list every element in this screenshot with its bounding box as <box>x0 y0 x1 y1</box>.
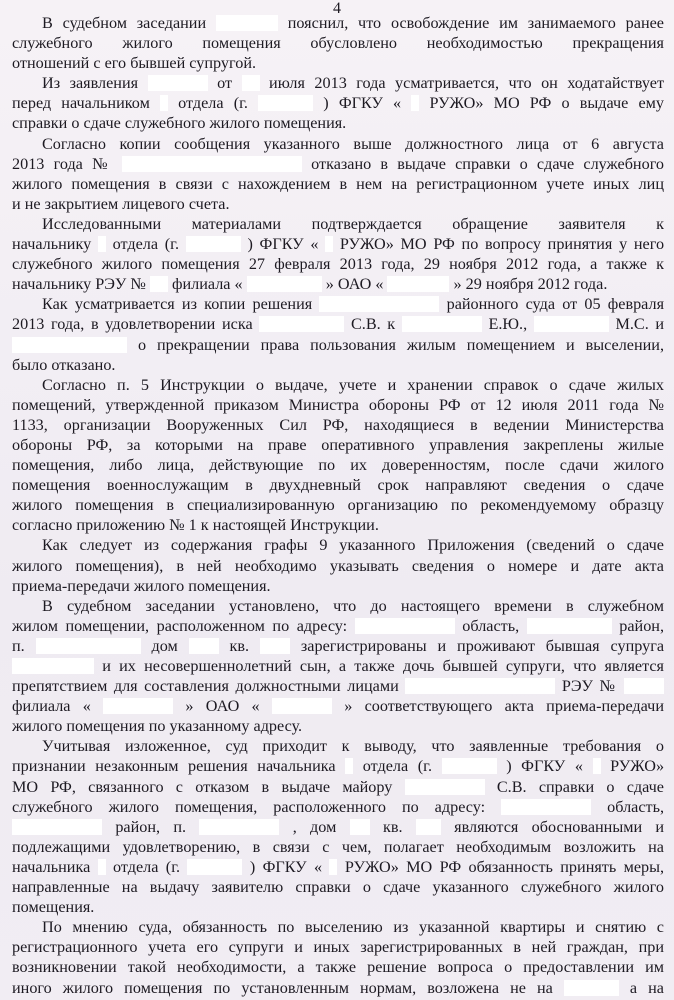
text-line <box>12 53 664 73</box>
text-segment: Как усматривается из копии решения <box>42 295 313 314</box>
text-segment: жилого помещения в специализированную организацию по рекомендуемому образцу <box>12 496 664 515</box>
text-segment: ) ФГКУ « <box>506 757 583 776</box>
text-segment: По мнению суда, обязанность по выселению из указанной квартиры и снятию с <box>42 918 664 937</box>
text-line <box>12 777 664 797</box>
text-line <box>12 194 664 214</box>
text-segment: служебного жилого помещения обусловлено необходимостью прекращения <box>12 34 664 53</box>
text-segment: начальника <box>12 857 91 876</box>
redaction-blank <box>272 698 332 714</box>
text-line <box>12 214 664 234</box>
text-segment: признании незаконным решения начальника <box>12 757 336 776</box>
text-segment: пояснил, что освобождение им занимаемого ранее <box>287 14 664 32</box>
text-segment: препятствием для составления должностными лицами <box>12 677 399 696</box>
redaction-blank <box>189 638 219 654</box>
text-line <box>12 13 664 33</box>
page-number: 4 <box>333 0 341 17</box>
text-line <box>12 596 664 616</box>
text-segment: жилого помещения по указанному адресу. <box>12 717 303 736</box>
text-line <box>12 797 664 817</box>
text-line <box>12 917 664 937</box>
text-line <box>12 33 664 53</box>
text-line <box>12 696 664 716</box>
text-segment: помещения. <box>12 898 95 917</box>
redaction-blank <box>187 859 242 875</box>
text-segment: » соответствующего акта приема-передачи <box>344 697 664 716</box>
text-line <box>12 676 664 696</box>
redaction-blank <box>442 758 497 774</box>
redaction-blank <box>103 698 173 714</box>
text-line <box>12 716 664 736</box>
text-segment: область, <box>607 797 664 816</box>
text-segment: район, п. <box>115 817 187 836</box>
text-segment: перед начальником <box>12 94 150 113</box>
text-segment: МО РФ, связанного с отказом в выдаче майору <box>12 777 393 796</box>
text-segment: подлежащими удовлетворению, в связи с чем, полагает необходимым возложить на <box>12 837 664 856</box>
redaction-blank <box>259 316 344 332</box>
text-segment: зарегистрированы и проживают бывшая супруга <box>300 636 664 655</box>
text-segment: отдела (г. <box>362 757 433 776</box>
text-segment: районного суда от 05 февраля <box>446 295 664 314</box>
text-segment: жилого помещения), в ней необходимо указывать сведения о номере и дате акта <box>12 556 664 575</box>
text-segment: помещения военнослужащим в двухдневный срок направляют сведения о сдаче <box>12 476 664 495</box>
text-segment: служебного жилого помещения, расположенного по адресу: <box>12 797 486 816</box>
redaction-blank <box>405 779 485 795</box>
text-segment: Согласно копии сообщения указанного выше должностного лица от 6 августа <box>42 134 664 153</box>
text-line <box>12 134 664 154</box>
text-line <box>12 736 664 756</box>
text-line <box>12 314 664 334</box>
text-segment: помещения, либо лица, действующие по их доверенностям, после сдачи жилого <box>12 456 664 475</box>
redaction-blank <box>319 296 439 312</box>
redaction-blank <box>345 758 353 774</box>
redaction-blank <box>12 658 94 674</box>
text-segment: РУЖО» МО РФ обязанность принять меры, <box>344 857 664 876</box>
text-segment: филиала « <box>12 697 91 716</box>
text-line <box>12 455 664 475</box>
text-segment: регистрационного учета его супруги и иных зарегистрированных в ней граждан, при <box>12 938 664 957</box>
text-segment: Из заявления <box>42 74 139 93</box>
text-segment: Согласно п. 5 Инструкции о выдаче, учете и хранении справок о сдаче жилых <box>42 375 664 394</box>
text-line <box>12 817 664 837</box>
text-segment: возникновении такой необходимости, а также решение вопроса о предоставлении им <box>12 958 664 977</box>
text-segment: согласно приложению № 1 к настоящей Инструкции. <box>12 516 379 535</box>
text-segment: кв. <box>229 636 250 655</box>
redaction-blank <box>186 236 241 252</box>
redaction-blank <box>12 337 127 353</box>
text-line <box>12 897 664 917</box>
text-segment: отдела (г. <box>113 857 181 876</box>
redaction-blank <box>260 638 290 654</box>
text-line <box>12 113 664 133</box>
text-segment: жилом помещении, расположенном по адресу: <box>12 616 348 635</box>
text-line <box>12 616 664 636</box>
text-line <box>12 274 664 294</box>
text-segment: было отказано. <box>12 355 116 374</box>
text-segment: » ОАО « <box>185 697 260 716</box>
text-segment: » 29 ноября 2012 года. <box>453 275 608 294</box>
redaction-blank <box>329 859 337 875</box>
text-segment: и не закрытием лицевого счета. <box>12 194 230 213</box>
text-line <box>12 335 664 355</box>
text-line <box>12 837 664 857</box>
redaction-blank <box>98 859 106 875</box>
text-segment: отдела (г. <box>178 94 248 113</box>
text-line <box>12 937 664 957</box>
text-line <box>12 154 664 174</box>
redaction-blank <box>501 799 591 815</box>
text-segment: 2013 года, в удовлетворении иска <box>12 315 253 334</box>
text-line <box>12 556 664 576</box>
text-line <box>12 73 664 93</box>
text-segment: иного жилого помещения по установленным нормам, возложена не на <box>12 978 553 997</box>
redaction-blank <box>405 678 555 694</box>
redaction-blank <box>122 156 302 172</box>
text-segment: 1133, организации Вооруженных Сил РФ, находящиеся в ведении Министерства <box>12 415 664 434</box>
redaction-blank <box>160 95 168 111</box>
text-segment: Е.Ю., <box>488 315 528 334</box>
redaction-blank <box>242 75 260 91</box>
text-segment: а на <box>629 978 664 997</box>
redaction-blank <box>216 15 278 31</box>
text-segment: направленные на выдачу заявителю справки о сдаче указанного служебного жилого <box>12 878 664 897</box>
text-segment: ) ФГКУ « <box>247 235 319 254</box>
text-segment: жилого помещения в связи с нахождением в нем на регистрационном учете иных лиц <box>12 174 664 193</box>
text-segment: справки о сдаче служебного жилого помещения. <box>12 114 347 133</box>
text-line <box>12 435 664 455</box>
redaction-blank <box>593 758 601 774</box>
redaction-blank <box>98 236 106 252</box>
text-line <box>12 294 664 314</box>
text-segment: РУЖО» МО РФ о выдаче ему <box>429 94 664 113</box>
text-line <box>12 978 664 998</box>
text-segment: ) ФГКУ « <box>323 94 402 113</box>
text-segment: филиала « <box>171 275 243 294</box>
redaction-blank <box>258 95 313 111</box>
text-segment: п. <box>12 636 25 655</box>
text-line <box>12 756 664 776</box>
redaction-blank <box>199 819 279 835</box>
text-segment: В судебном заседании установлено, что до настоящего времени в служебном <box>42 596 664 615</box>
text-segment: С.В. к <box>350 315 396 334</box>
text-segment: являются обоснованными и <box>454 817 664 836</box>
text-segment: приема-передачи жилого помещения. <box>12 576 271 595</box>
text-line <box>12 234 664 254</box>
text-line <box>12 254 664 274</box>
redaction-blank <box>350 819 370 835</box>
text-line <box>12 93 664 113</box>
text-line <box>12 877 664 897</box>
redaction-blank <box>247 276 322 292</box>
text-line <box>12 375 664 395</box>
text-segment: июля 2013 года усматривается, что он ходатайствует <box>269 74 664 93</box>
redaction-blank <box>36 638 141 654</box>
redaction-blank <box>564 980 619 996</box>
redaction-blank <box>12 819 102 835</box>
redaction-blank <box>150 276 168 292</box>
text-line <box>12 475 664 495</box>
text-segment: начальнику РЭУ № <box>12 275 146 294</box>
redaction-blank <box>325 236 333 252</box>
text-segment: РУЖО» <box>610 757 664 776</box>
text-line <box>12 957 664 977</box>
text-segment: М.С. и <box>615 315 664 334</box>
text-segment: С.В. справки о сдаче <box>496 777 664 796</box>
text-segment: дом <box>151 636 178 655</box>
text-segment: ) ФГКУ « <box>249 857 323 876</box>
text-segment: от <box>217 74 233 93</box>
document-body <box>12 13 664 998</box>
text-line <box>12 355 664 375</box>
text-line <box>12 857 664 877</box>
text-line <box>12 656 664 676</box>
text-line <box>12 415 664 435</box>
redaction-blank <box>416 819 441 835</box>
text-segment: РУЖО» МО РФ по вопросу принятия у него <box>339 235 664 254</box>
text-segment: область, <box>462 616 520 635</box>
text-segment: отдела (г. <box>112 235 180 254</box>
text-segment: , дом <box>292 817 337 836</box>
redaction-blank <box>411 95 419 111</box>
text-line <box>12 515 664 535</box>
text-segment: отказано в выдаче справки о сдаче служебного <box>311 154 664 173</box>
redaction-blank <box>534 316 609 332</box>
text-line <box>12 395 664 415</box>
text-segment: служебного жилого помещения 27 февраля 2013 года, 29 ноября 2012 года, а также к <box>12 255 664 274</box>
redaction-blank <box>387 276 449 292</box>
text-segment: отношений с его бывшей супругой. <box>12 54 257 73</box>
text-segment: В судебном заседании <box>42 14 207 32</box>
redaction-blank <box>148 75 208 91</box>
text-line <box>12 636 664 656</box>
redaction-blank <box>527 618 612 634</box>
text-segment: Исследованными материалами подтверждается обращение заявителя к <box>42 214 664 233</box>
text-segment: район, <box>619 616 664 635</box>
redaction-blank <box>402 316 482 332</box>
text-segment: 2013 года № <box>12 154 113 173</box>
text-line <box>12 576 664 596</box>
text-segment: о прекращении права пользования жилым помещением и выселении, <box>137 335 664 354</box>
text-segment: » ОАО « <box>325 275 384 294</box>
text-segment: начальнику <box>12 235 92 254</box>
redaction-blank <box>355 618 455 634</box>
text-segment: обороны РФ, за которыми на праве оперативного управления закреплены жилые <box>12 435 664 454</box>
text-segment: помещений, утвержденной приказом Министра обороны РФ от 12 июля 2011 года № <box>12 395 664 414</box>
redaction-blank <box>624 678 664 694</box>
text-segment: Как следует из содержания графы 9 указанного Приложения (сведений о сдаче <box>42 536 664 555</box>
text-segment: и их несовершеннолетний сын, а также дочь бывшей супруги, что является <box>102 657 664 675</box>
text-line <box>12 174 664 194</box>
text-segment: кв. <box>382 817 403 836</box>
text-segment: РЭУ № <box>561 677 618 696</box>
text-line <box>12 535 664 555</box>
text-line <box>12 495 664 515</box>
text-segment: Учитывая изложенное, суд приходит к выводу, что заявленные требования о <box>42 737 664 756</box>
